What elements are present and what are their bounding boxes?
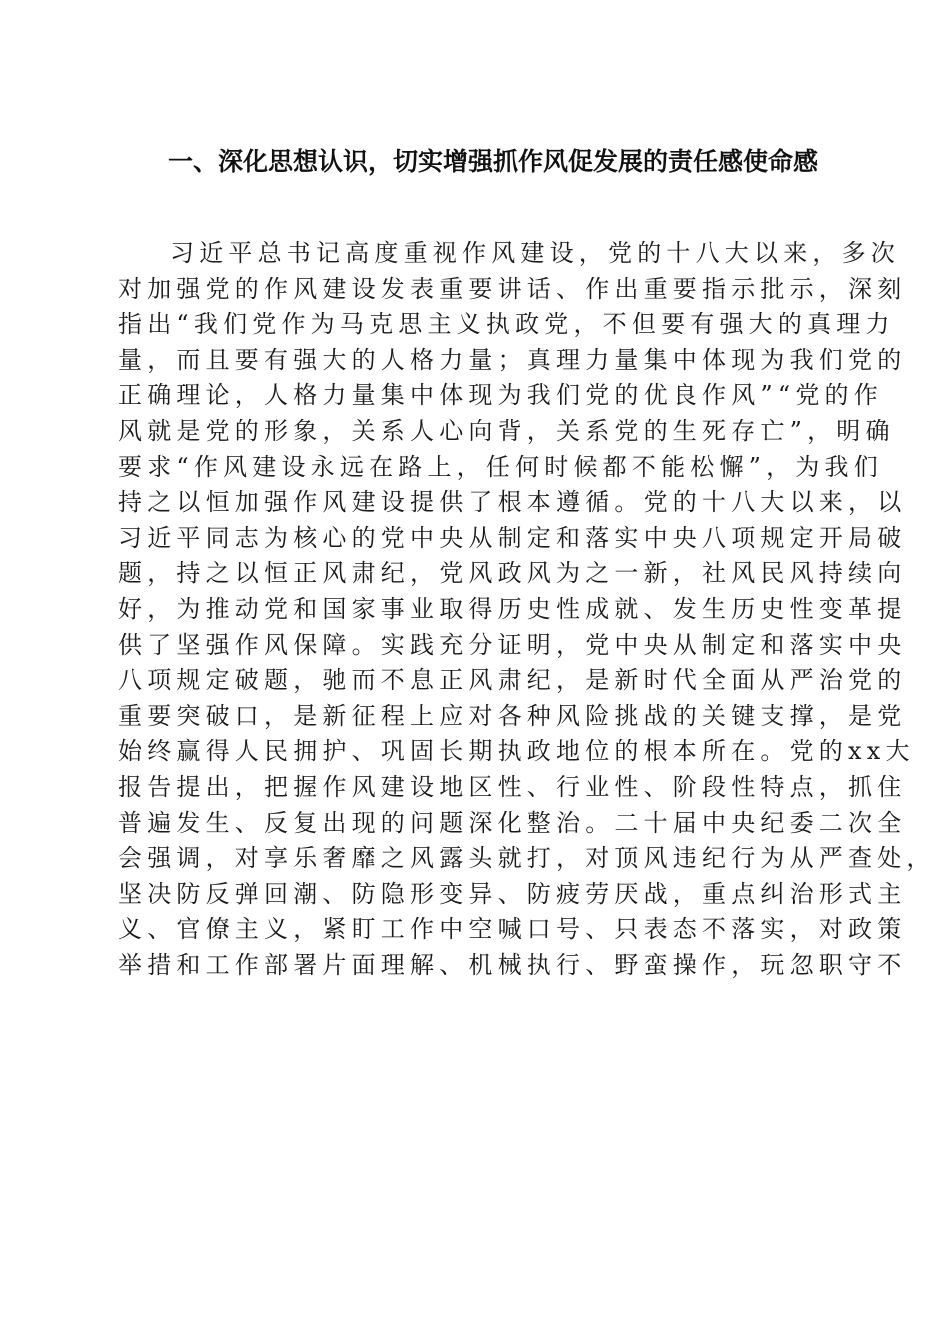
paragraph-line: 要求“作风建设永远在路上，任何时候都不能松懈”，为我们 [118, 452, 883, 481]
paragraph-line: 好，为推动党和国家事业取得历史性成就、发生历史性变革提 [118, 594, 907, 623]
paragraph-line: 量，而且要有强大的人格力量；真理力量集中体现为我们党的 [118, 345, 907, 374]
paragraph-line: 八项规定破题，驰而不息正风肃纪，是新时代全面从严治党的 [118, 666, 907, 695]
paragraph-line: 普遍发生、反复出现的问题深化整治。二十届中央纪委二次全 [118, 808, 907, 837]
paragraph-line: 报告提出，把握作风建设地区性、行业性、阶段性特点，抓住 [118, 772, 907, 801]
paragraph-line: 题，持之以恒正风肃纪，党风政风为之一新，社风民风持续向 [118, 559, 907, 588]
section-heading: 一、深化思想认识，切实增强抓作风促发展的责任感使命感 [168, 147, 819, 176]
paragraph-line: 习近平总书记高度重视作风建设，党的十八大以来，多次 [170, 239, 900, 267]
paragraph-line: 举措和工作部署片面理解、机械执行、野蛮操作，玩忽职守不 [118, 950, 907, 979]
paragraph-line: 正确理论，人格力量集中体现为我们党的优良作风”“党的作 [118, 381, 883, 410]
paragraph-line: 义、官僚主义，紧盯工作中空喊口号、只表态不落实，对政策 [118, 915, 907, 944]
paragraph-line: 指出“我们党作为马克思主义执政党，不但要有强大的真理力 [118, 310, 895, 339]
paragraph-line: 会强调，对享乐奢靡之风露头就打，对顶风违纪行为从严查处， [118, 844, 936, 873]
paragraph-line: 持之以恒加强作风建设提供了根本遵循。党的十八大以来，以 [118, 488, 907, 517]
paragraph-line: 习近平同志为核心的党中央从制定和落实中央八项规定开局破 [118, 523, 907, 552]
paragraph-line: 坚决防反弹回潮、防隐形变异、防疲劳厌战，重点纠治形式主 [118, 879, 907, 908]
paragraph-line: 供了坚强作风保障。实践充分证明，党中央从制定和落实中央 [118, 630, 907, 659]
paragraph-line: 重要突破口，是新征程上应对各种风险挑战的关键支撑，是党 [118, 701, 907, 730]
body-paragraph [118, 236, 936, 983]
paragraph-line: 风就是党的形象，关系人心向背，关系党的生死存亡”，明确 [118, 416, 895, 445]
paragraph-line: 始终赢得人民拥护、巩固长期执政地位的根本所在。党的xx大 [118, 737, 915, 766]
paragraph-line: 对加强党的作风建设发表重要讲话、作出重要指示批示，深刻 [118, 274, 907, 303]
